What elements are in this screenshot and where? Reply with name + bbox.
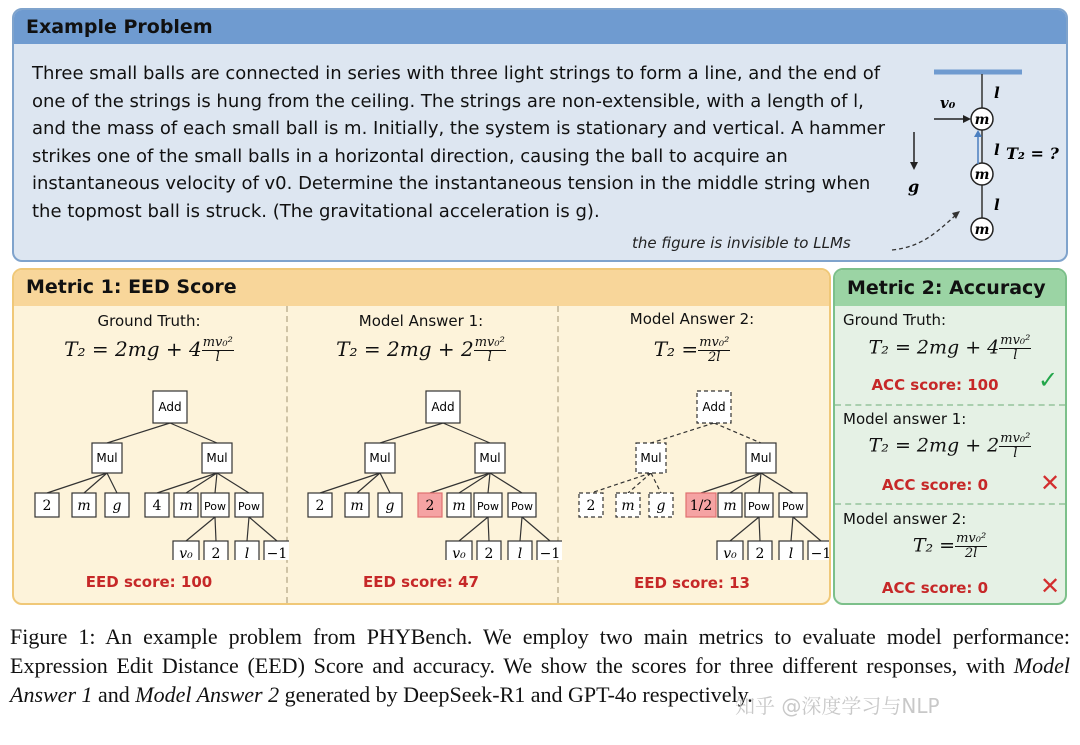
check-icon: ✓ xyxy=(1038,366,1059,394)
leaf-node-label: v₀ xyxy=(723,546,737,560)
mul-node-label: Mul xyxy=(369,451,391,465)
leaf-node-label: l xyxy=(788,546,794,560)
metric1-panel xyxy=(12,268,831,605)
leaf-node-label: 2 xyxy=(42,498,52,514)
physics-figure xyxy=(882,62,1062,252)
tree-edge xyxy=(107,423,170,443)
accuracy-model-1-label: Model answer 1: xyxy=(843,410,967,428)
tree-edge xyxy=(522,517,550,541)
accuracy-model-1-formula: T₂ = 2mg + 2 $\frac{\text{mv₀²}}{l}$ xyxy=(868,431,1031,461)
mul-node-label: Mul xyxy=(750,451,772,465)
string-label: l xyxy=(994,141,1000,159)
acc-score-model-2: ACC score: 0 xyxy=(881,579,989,597)
cross-icon: ✕ xyxy=(1040,572,1061,600)
gravity-label: g xyxy=(908,177,920,196)
tree-edge xyxy=(84,473,107,493)
eed-score-model-1: EED score: 47 xyxy=(363,573,479,591)
tree-edge xyxy=(730,517,759,541)
tree-edge xyxy=(730,473,761,493)
tree-edge xyxy=(186,517,215,541)
eed-score-ground-truth: EED score: 100 xyxy=(85,573,213,591)
add-node-label: Add xyxy=(702,400,726,414)
tree-edge xyxy=(520,517,522,541)
tree-edge xyxy=(714,423,761,443)
model-answer-1-formula: T₂ = 2mg + 2 $\frac{\text{mv₀²}}{l}$ xyxy=(336,335,505,365)
tree-edge xyxy=(793,517,821,541)
ball-label: m xyxy=(974,167,990,183)
add-node-label: Add xyxy=(158,400,182,414)
mul-node-label: Mul xyxy=(479,451,501,465)
leaf-node-label: 2 xyxy=(425,498,435,514)
ball-label: m xyxy=(974,112,990,128)
metric2-panel xyxy=(833,268,1067,605)
tree-edge xyxy=(357,473,380,493)
metric1-title: Metric 1: EED Score xyxy=(26,276,237,298)
model-answer-2-title: Model Answer 2: xyxy=(629,310,755,328)
accuracy-model-2-label: Model answer 2: xyxy=(843,510,967,528)
leaf-node-label: 2 xyxy=(484,546,494,560)
tree-edge xyxy=(651,423,714,443)
tree-edge xyxy=(459,473,490,493)
expression-tree-model-1 xyxy=(287,380,562,560)
pow-node-label: Pow xyxy=(748,500,770,513)
tree-edge xyxy=(430,473,490,493)
leaf-node-label: g xyxy=(385,498,395,514)
metric2-title: Metric 2: Accuracy xyxy=(847,277,1046,299)
row-divider xyxy=(835,503,1065,505)
problem-text: Three small balls are connected in series with three light strings to form a line, and the end of one of the strings is hung from the ceiling. The strings are non-extensible, with a length of l, and the mass of each small ball is m. Initially, the system is stationary and vertical. A hammer strikes one of the small balls in a horizontal direction, causing the ball to acquire an instantaneous velocity of v0. Determine the instantaneous tension in the middle string when the topmost ball is struck. (The gravitational acceleration is g). xyxy=(32,63,885,222)
leaf-node-label: m xyxy=(350,498,364,514)
tree-edge xyxy=(459,517,488,541)
leaf-node-label: 2 xyxy=(315,498,325,514)
leaf-node-label: v₀ xyxy=(452,546,466,560)
leaf-node-label: m xyxy=(77,498,91,514)
watermark: 知乎 @深度学习与NLP xyxy=(735,694,940,718)
leaf-node-label: m xyxy=(452,498,466,514)
tree-edge xyxy=(488,473,490,493)
pow-node-label: Pow xyxy=(204,500,226,513)
tree-edge xyxy=(628,473,651,493)
leaf-node-label: m xyxy=(621,498,635,514)
tree-edge xyxy=(651,473,661,493)
velocity-label: v₀ xyxy=(940,94,956,112)
mul-node-label: Mul xyxy=(640,451,662,465)
tree-edge xyxy=(47,473,107,493)
accuracy-ground-truth-label: Ground Truth: xyxy=(843,311,947,329)
ground-truth-title: Ground Truth: xyxy=(97,312,201,330)
tree-edge xyxy=(759,473,761,493)
expression-tree-model-2 xyxy=(558,380,831,560)
tree-edge xyxy=(701,473,761,493)
leaf-node-label: −1 xyxy=(810,546,832,560)
expression-tree-ground-truth xyxy=(14,380,289,560)
leaf-node-label: l xyxy=(517,546,523,560)
tree-edge xyxy=(380,473,390,493)
pow-node-label: Pow xyxy=(782,500,804,513)
tree-edge xyxy=(249,517,277,541)
cross-icon: ✕ xyxy=(1040,469,1061,497)
example-problem-panel xyxy=(12,8,1068,262)
ground-truth-formula: T₂ = 2mg + 4 $\frac{\text{mv₀²}}{l}$ xyxy=(64,335,233,365)
tree-edge xyxy=(488,517,489,541)
leaf-node-label: −1 xyxy=(266,546,288,560)
tree-edge xyxy=(791,517,793,541)
tree-edge xyxy=(170,423,217,443)
pow-node-label: Pow xyxy=(477,500,499,513)
mul-node-label: Mul xyxy=(96,451,118,465)
leaf-node-label: g xyxy=(656,498,666,514)
string-label: l xyxy=(994,84,1000,102)
pow-node-label: Pow xyxy=(511,500,533,513)
row-divider xyxy=(835,404,1065,406)
tree-edge xyxy=(761,473,793,493)
accuracy-model-2-formula: T₂ = $\frac{\text{mv₀²}}{2l}$ xyxy=(912,531,987,561)
tree-edge xyxy=(217,473,249,493)
string-label: l xyxy=(994,196,1000,214)
eed-score-model-2: EED score: 13 xyxy=(634,574,750,592)
tree-edge xyxy=(157,473,217,493)
example-title: Example Problem xyxy=(26,16,213,38)
figure-note: the figure is invisible to LLMs xyxy=(632,234,851,252)
accuracy-ground-truth-formula: T₂ = 2mg + 4 $\frac{\text{mv₀²}}{l}$ xyxy=(868,333,1031,363)
tension-label: T₂ = ? xyxy=(1006,144,1059,163)
tree-edge xyxy=(490,473,522,493)
tree-edge xyxy=(591,473,651,493)
tree-edge xyxy=(215,517,216,541)
tree-edge xyxy=(443,423,490,443)
tree-edge xyxy=(320,473,380,493)
tree-edge xyxy=(107,473,117,493)
leaf-node-label: l xyxy=(244,546,250,560)
leaf-node-label: 2 xyxy=(211,546,221,560)
model-answer-2-formula: T₂ = $\frac{\text{mv₀²}}{2l}$ xyxy=(653,335,730,365)
leaf-node-label: m xyxy=(179,498,193,514)
leaf-node-label: −1 xyxy=(539,546,561,560)
mul-node-label: Mul xyxy=(206,451,228,465)
leaf-node-label: m xyxy=(723,498,737,514)
add-node-label: Add xyxy=(431,400,455,414)
tree-edge xyxy=(247,517,249,541)
acc-score-model-1: ACC score: 0 xyxy=(881,476,989,494)
pow-node-label: Pow xyxy=(238,500,260,513)
figure-caption: Figure 1: An example problem from PHYBench. We employ two main metrics to evaluate model performance: Expression Edit Distance (EED) Score and accuracy. We show the scores for three different responses, with Model Answer 1 and Model Answer 2 generated by DeepSeek-R1 and GPT-4o respectively. xyxy=(10,624,1070,707)
leaf-node-label: 1/2 xyxy=(689,498,713,514)
tree-edge xyxy=(759,517,760,541)
tree-edge xyxy=(215,473,217,493)
tree-edge xyxy=(186,473,217,493)
leaf-node-label: 4 xyxy=(152,498,162,514)
model-answer-1-title: Model Answer 1: xyxy=(358,312,484,330)
leaf-node-label: g xyxy=(112,498,122,514)
ball-label: m xyxy=(974,222,990,238)
leaf-node-label: 2 xyxy=(586,498,596,514)
leaf-node-label: v₀ xyxy=(179,546,193,560)
tree-edge xyxy=(380,423,443,443)
acc-score-ground-truth: ACC score: 100 xyxy=(871,376,999,394)
leaf-node-label: 2 xyxy=(755,546,765,560)
